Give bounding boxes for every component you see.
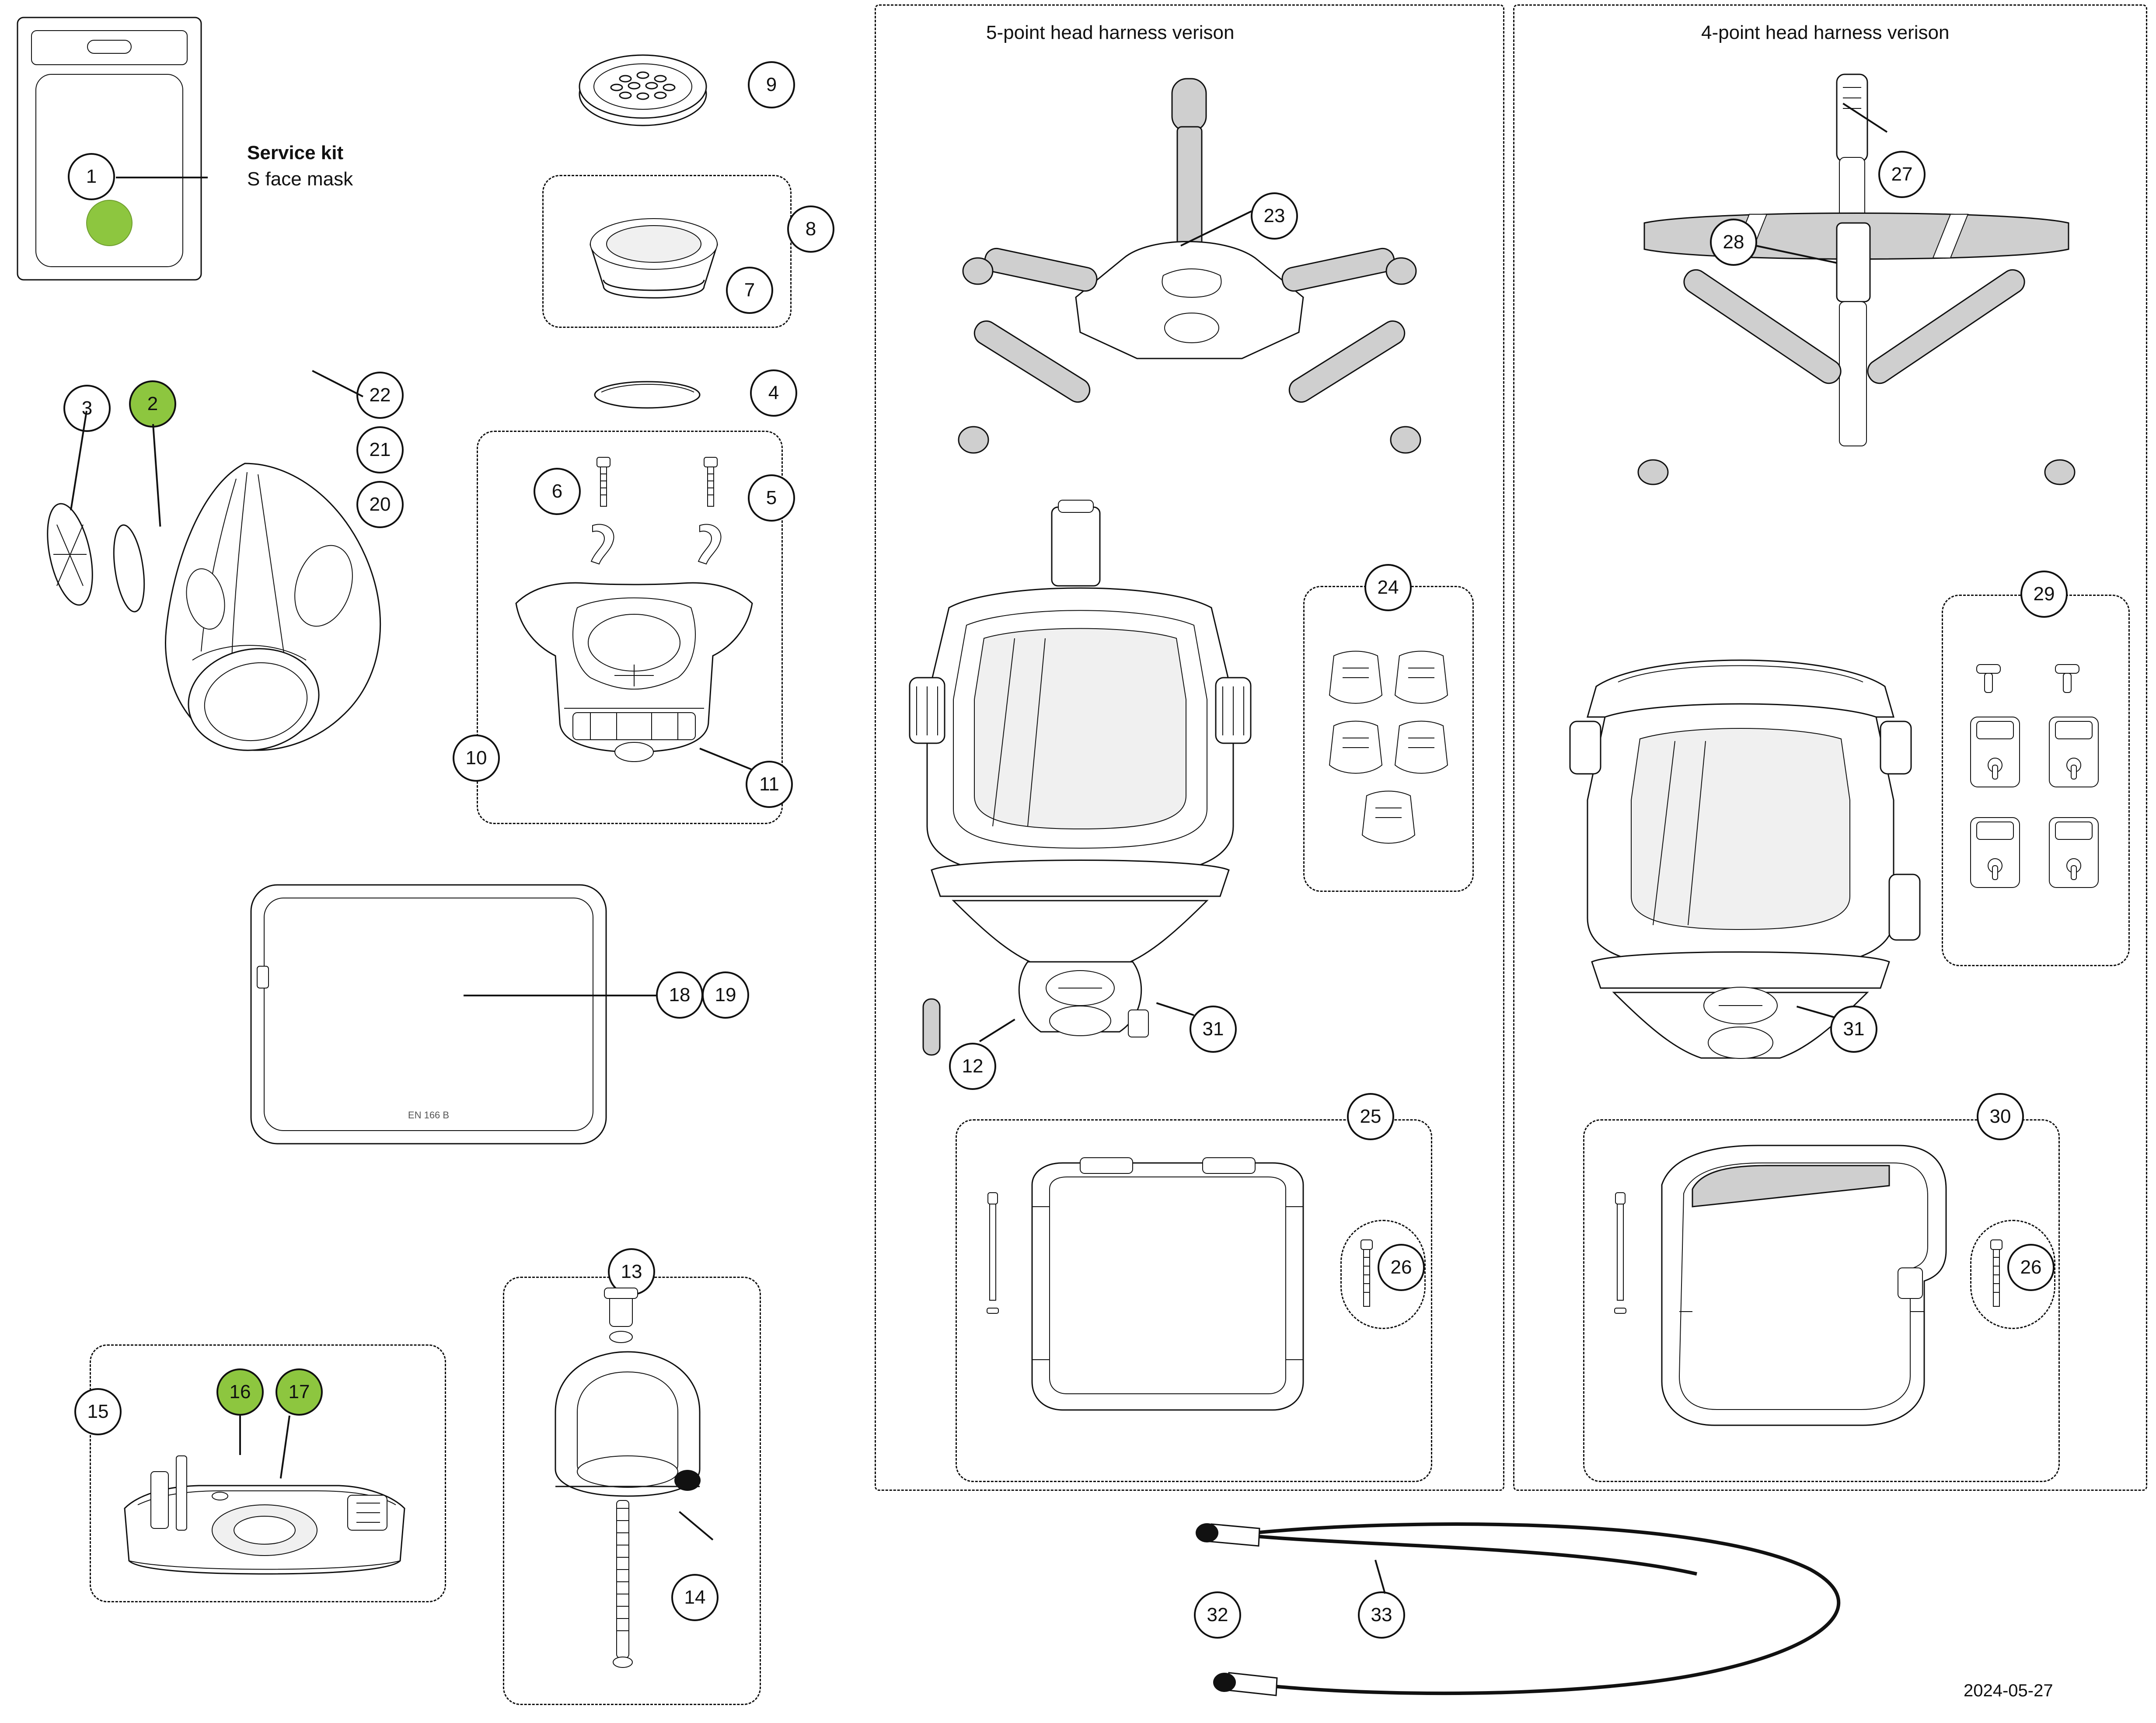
visor-part xyxy=(245,879,612,1150)
filter-disc-part xyxy=(577,48,708,131)
callout-6[interactable]: 6 xyxy=(534,468,581,515)
callout-23[interactable]: 23 xyxy=(1251,192,1298,240)
callout-5[interactable]: 5 xyxy=(748,474,795,522)
frame-screw-part-26a xyxy=(982,1189,1004,1320)
svg-text:EN 166 B: EN 166 B xyxy=(408,1110,450,1121)
head-harness-4point-part-28 xyxy=(1618,70,2099,533)
callout-13[interactable]: 13 xyxy=(608,1248,655,1295)
callout-1[interactable]: 1 xyxy=(68,153,115,200)
panel-4-point-title: 4-point head harness verison xyxy=(1701,22,1950,43)
callout-15[interactable]: 15 xyxy=(74,1388,122,1435)
callout-18[interactable]: 18 xyxy=(656,971,703,1019)
callout-12[interactable]: 12 xyxy=(949,1043,996,1090)
pin-part-12 xyxy=(916,995,947,1065)
harness-buckles-set-24 xyxy=(1316,647,1461,874)
callout-31-right[interactable]: 31 xyxy=(1830,1006,1877,1053)
callout-31-left[interactable]: 31 xyxy=(1190,1006,1237,1053)
head-harness-5point-part-23 xyxy=(936,70,1443,498)
callout-30[interactable]: 30 xyxy=(1977,1093,2024,1140)
callout-20[interactable]: 20 xyxy=(356,481,404,528)
callout-11[interactable]: 11 xyxy=(746,761,793,808)
screw-part-5 xyxy=(695,455,726,512)
callout-4[interactable]: 4 xyxy=(750,369,797,417)
document-date: 2024-05-27 xyxy=(1964,1681,2053,1700)
screw-part-26a xyxy=(1356,1237,1378,1316)
callout-3[interactable]: 3 xyxy=(63,385,111,432)
callout-17[interactable]: 17 xyxy=(276,1368,323,1416)
service-kit-title: Service kit xyxy=(247,142,344,164)
leader-line-20 xyxy=(312,370,363,397)
callout-19[interactable]: 19 xyxy=(702,971,749,1019)
clip-part-6b xyxy=(582,520,630,568)
screw-part-6 xyxy=(588,455,619,512)
callout-16[interactable]: 16 xyxy=(216,1368,264,1416)
speech-diaphragm-assembly xyxy=(112,1430,418,1596)
callout-27[interactable]: 27 xyxy=(1878,151,1926,198)
inner-mask-part-20 xyxy=(153,455,398,774)
service-kit-subtitle: S face mask xyxy=(247,168,353,190)
visor-frame-part-25 xyxy=(1015,1154,1321,1425)
leader-line-1 xyxy=(116,177,208,178)
callout-28[interactable]: 28 xyxy=(1710,219,1757,266)
callout-24[interactable]: 24 xyxy=(1364,564,1412,611)
visor-frame-part-30 xyxy=(1636,1137,1968,1443)
clip-part-5b xyxy=(689,520,737,568)
harness-buckles-set-29 xyxy=(1955,656,2117,944)
callout-26-left[interactable]: 26 xyxy=(1378,1244,1425,1291)
callout-7[interactable]: 7 xyxy=(726,267,773,314)
callout-9[interactable]: 9 xyxy=(748,61,795,108)
screw-part-26b xyxy=(1985,1237,2007,1316)
valve-disc-part-2 xyxy=(101,520,157,616)
valve-housing-part-13 xyxy=(525,1281,735,1683)
callout-21[interactable]: 21 xyxy=(356,426,404,473)
callout-10[interactable]: 10 xyxy=(453,734,500,782)
callout-26-right[interactable]: 26 xyxy=(2007,1244,2055,1291)
neck-strap-part-33 xyxy=(1181,1508,1880,1718)
callout-29[interactable]: 29 xyxy=(2020,571,2068,618)
exhalation-valve-seat-part xyxy=(573,192,735,310)
callout-22[interactable]: 22 xyxy=(356,372,404,419)
service-kit-pouch xyxy=(13,13,206,284)
valve-membrane-part xyxy=(593,374,702,413)
callout-32[interactable]: 32 xyxy=(1194,1591,1241,1639)
callout-8[interactable]: 8 xyxy=(787,205,834,253)
frame-screw-part-26b xyxy=(1609,1189,1631,1320)
callout-14[interactable]: 14 xyxy=(671,1574,719,1621)
inner-mask-frame-part-11 xyxy=(503,577,765,796)
callout-2[interactable]: 2 xyxy=(129,380,176,428)
callout-33[interactable]: 33 xyxy=(1358,1591,1405,1639)
panel-5-point-title: 5-point head harness verison xyxy=(986,22,1235,43)
leader-line-18 xyxy=(464,995,658,996)
callout-25[interactable]: 25 xyxy=(1347,1093,1394,1140)
full-face-mask-4point xyxy=(1544,612,1937,1093)
